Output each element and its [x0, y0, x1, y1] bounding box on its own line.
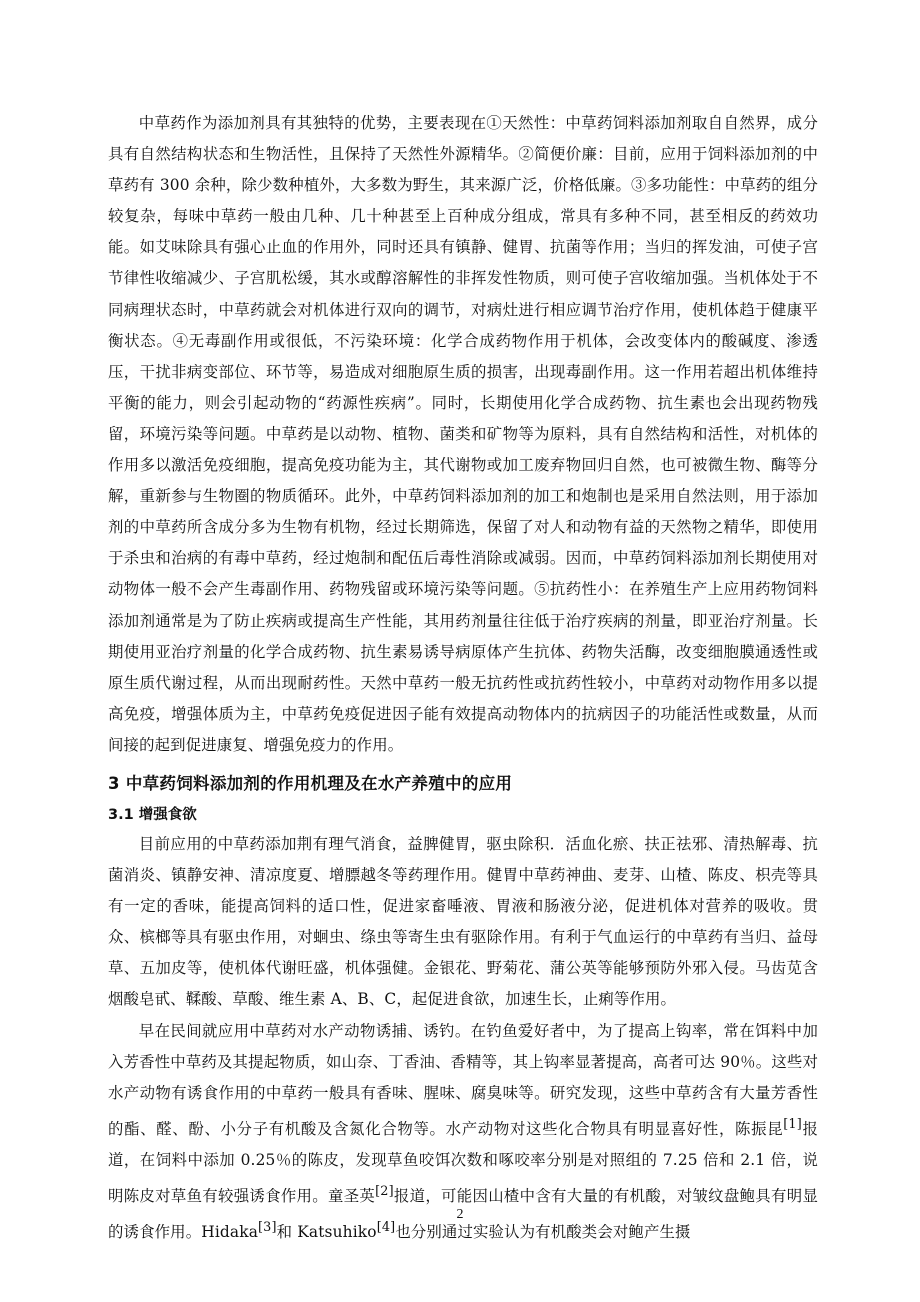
paragraph-text: 报道，可能因山楂中含有大量的有机酸，对皱纹盘鲍具有明显的诱食作用。Hidaka: [108, 1187, 818, 1242]
paragraph-appetite: 目前应用的中草药添加荆有理气消食，益脾健胃，驱虫除积．活血化瘀、扶正祛邪、清热解毒、抗菌消炎、镇静安神、清凉度夏、增膘越冬等药理作用。健胃中草药神曲、麦芽、山楂、陈皮、枳壳等具有一定的香味，能提高饲料的适口性，促进家畜唾液、胃液和肠液分泌，促进机体对营养的吸收。贯众、槟榔等具有驱虫作用，对蛔虫、绦虫等寄生虫有驱除作用。有利于气血运行的中草药有当归、益母草、五加皮等，使机体代谢旺盛，机体强健。金银花、野菊花、蒲公英等能够预防外邪入侵。马齿苋含烟酸皂甙、鞣酸、草酸、维生素 A、B、C，起促进食欲，加速生长，止痢等作用。: [108, 834, 818, 1009]
section-3-1-heading: 3.1 增强食欲: [108, 806, 197, 823]
paragraph-text: 早在民间就应用中草药对水产动物诱捕、诱钓。在钓鱼爱好者中，为了提高上钩率，常在饵料中加入芳香性中草药及其提起物质，如山奈、丁香油、香精等，其上钩率显著提高，高者可达 90％。这些对水产动物有诱食作用的中草药一般具有香味、腥味、腐臭味等。研究发现，这些中草药含有大量芳香性的酯、醛、酚、小分子有机酸及含氮化合物等。水产动物对这些化合物具有明显喜好性，陈振昆: [108, 1021, 818, 1138]
document-page: [108, 108, 818, 1249]
citation-ref: [2]: [375, 1184, 394, 1200]
paragraph-text: 也分别通过实验认为有机酸类会对鲍产生摄: [395, 1223, 691, 1242]
citation-ref: [4]: [376, 1220, 396, 1236]
page-number: 2: [456, 1207, 464, 1222]
paragraph-text: 和 Katsuhiko: [276, 1223, 377, 1242]
citation-ref: [3]: [258, 1220, 277, 1236]
citation-ref: [1]: [783, 1116, 802, 1132]
section-3-heading: 3 中草药饲料添加剂的作用机理及在水产养殖中的应用: [108, 773, 513, 793]
paragraph-advantages: 中草药作为添加剂具有其独特的优势，主要表现在①天然性：中草药饲料添加剂取自自然界，成分具有自然结构状态和生物活性，且保持了天然性外源精华。②简便价廉：目前，应用于饲料添加剂的中草药有 300 余种，除少数种植外，大多数为野生，其来源广泛，价格低廉。③多功能性：中草药的组分较复杂，每味中草药一般由几种、几十种甚至上百种成分组成，常具有多种不同，甚至相反的药效功能。如艾味除具有强心止血的作用外，同时还具有镇静、健胃、抗菌等作用；当归的挥发油，可使子宫节律性收缩减少、子宫肌松缓，其水或醇溶解性的非挥发性物质，则可使子宫收缩加强。当机体处于不同病理状态时，中草药就会对机体进行双向的调节，对病灶进行相应调节治疗作用，使机体趋于健康平衡状态。④无毒副作用或很低，不污染环境：化学合成药物作用于机体，会改变体内的酸碱度、渗透压，干扰非病变部位、环节等，易造成对细胞原生质的损害，出现毒副作用。这一作用若超出机体维持平衡的能力，则会引起动物的“药源性疾病”。同时，长期使用化学合成药物、抗生素也会出现药物残留，环境污染等问题。中草药是以动物、植物、菌类和矿物等为原料，具有自然结构和活性，对机体的作用多以激活免疫细胞，提高免疫功能为主，其代谢物或加工废弃物回归自然，也可被微生物、酶等分解，重新参与生物圈的物质循环。此外，中草药饲料添加剂的加工和炮制也是采用自然法则，用于添加剂的中草药所含成分多为生物有机物，经过长期筛选，保留了对人和动物有益的天然物之精华，即使用于杀虫和治病的有毒中草药，经过炮制和配伍后毒性消除或减弱。因而，中草药饲料添加剂长期使用对动物体一般不会产生毒副作用、药物残留或环境污染等问题。⑤抗药性小：在养殖生产上应用药物饲料添加剂通常是为了防止疾病或提高生产性能，其用药剂量往往低于治疗疾病的剂量，即亚治疗剂量。长期使用亚治疗剂量的化学合成药物、抗生素易诱导病原体产生抗体、药物失活酶，改变细胞膜通透性或原生质代谢过程，从而出现耐药性。天然中草药一般无抗药性或抗药性较小，中草药对动物作用多以提高免疫，增强体质为主，中草药免疫促进因子能有效提高动物体内的抗病因子的功能活性或数量，从而间接的起到促进康复、增强免疫力的作用。: [108, 114, 818, 754]
paragraph-text: 报道，在饲料中添加 0.25％的陈皮，发现草鱼咬饵次数和啄咬率分别是对照组的 7.25 倍和 2.1 倍，说明陈皮对草鱼有较强诱食作用。童圣英: [108, 1119, 818, 1206]
